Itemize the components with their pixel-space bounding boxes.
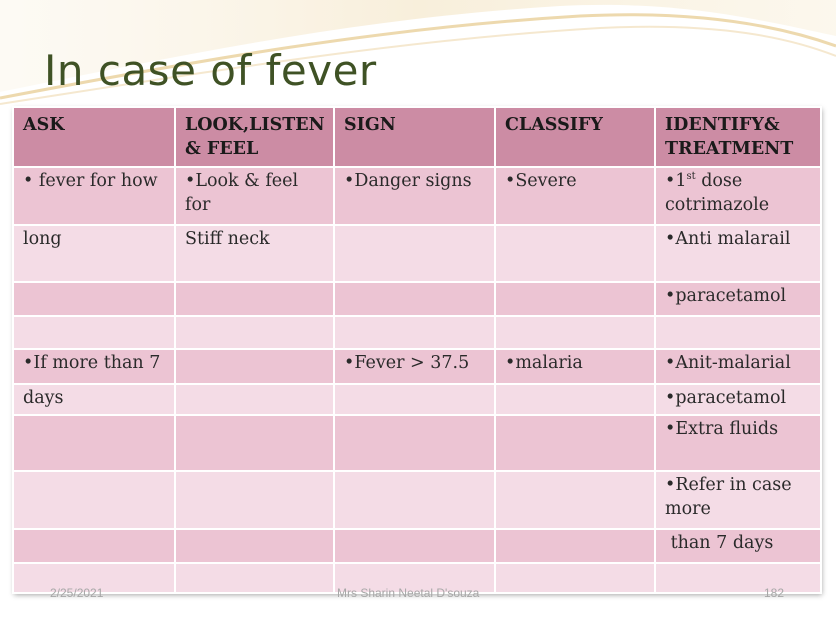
table-cell: Stiff neck — [175, 225, 334, 282]
table-cell: •Refer in case more — [655, 471, 821, 529]
table-row — [13, 384, 821, 415]
table-cell: •Extra fluids — [655, 415, 821, 471]
fever-table-container — [12, 106, 820, 592]
table-cell — [655, 316, 821, 349]
table-cell — [334, 282, 495, 316]
table-cell: •Anit-malarial — [655, 349, 821, 384]
table-cell — [495, 529, 655, 563]
table-cell — [175, 349, 334, 384]
slide-title: In case of fever — [44, 46, 377, 95]
table-row — [13, 225, 821, 282]
table-cell — [175, 415, 334, 471]
header-sign: SIGN — [334, 107, 495, 167]
table-cell — [13, 529, 175, 563]
table-cell — [13, 415, 175, 471]
treatment-first-dose-superscript: st — [686, 171, 696, 183]
table-cell — [334, 225, 495, 282]
table-cell — [495, 316, 655, 349]
table-cell: •If more than 7 — [13, 349, 175, 384]
table-cell — [495, 384, 655, 415]
table-cell — [13, 282, 175, 316]
table-row — [13, 349, 821, 384]
table-cell — [334, 384, 495, 415]
table-row — [13, 282, 821, 316]
table-cell — [655, 563, 821, 593]
footer-page-number: 182 — [764, 586, 785, 600]
table-row — [13, 167, 821, 225]
table-cell — [334, 471, 495, 529]
footer-date: 2/25/2021 — [50, 586, 104, 600]
table-cell — [334, 415, 495, 471]
table-cell — [495, 563, 655, 593]
table-cell — [13, 471, 175, 529]
table-cell — [175, 282, 334, 316]
table-cell — [175, 563, 334, 593]
header-ask: ASK — [13, 107, 175, 167]
table-cell: •Anti malarail — [655, 225, 821, 282]
header-identify-treatment: IDENTIFY& TREATMENT — [655, 107, 821, 167]
table-cell: •paracetamol — [655, 384, 821, 415]
table-cell: •Fever > 37.5 — [334, 349, 495, 384]
table-cell — [175, 316, 334, 349]
table-row — [13, 529, 821, 563]
table-cell: •malaria — [495, 349, 655, 384]
table-cell: •Look & feel for — [175, 167, 334, 225]
treatment-first-dose-prefix: •1 — [665, 171, 687, 191]
table-cell — [495, 415, 655, 471]
table-cell — [495, 471, 655, 529]
table-cell — [13, 316, 175, 349]
header-classify: CLASSIFY — [495, 107, 655, 167]
treatment-first-dose-rest: dose cotrimazole — [665, 171, 770, 215]
table-cell — [175, 529, 334, 563]
table-cell — [175, 384, 334, 415]
table-cell: •Danger signs — [334, 167, 495, 225]
table-cell: than 7 days — [655, 529, 821, 563]
table-row — [13, 415, 821, 471]
table-row — [13, 471, 821, 529]
table-cell — [495, 225, 655, 282]
table-cell: •paracetamol — [655, 282, 821, 316]
table-cell — [175, 471, 334, 529]
table-cell: long — [13, 225, 175, 282]
table-cell: • fever for how — [13, 167, 175, 225]
table-row — [13, 316, 821, 349]
table-cell — [334, 529, 495, 563]
table-header-row — [13, 107, 821, 167]
table-cell: •Severe — [495, 167, 655, 225]
footer-author: Mrs Sharin Neetal D'souza — [337, 586, 480, 600]
table-cell — [334, 316, 495, 349]
table-cell: days — [13, 384, 175, 415]
fever-table — [12, 106, 822, 594]
header-look-listen-feel: LOOK,LISTEN & FEEL — [175, 107, 334, 167]
table-cell — [495, 282, 655, 316]
table-cell — [655, 167, 821, 225]
